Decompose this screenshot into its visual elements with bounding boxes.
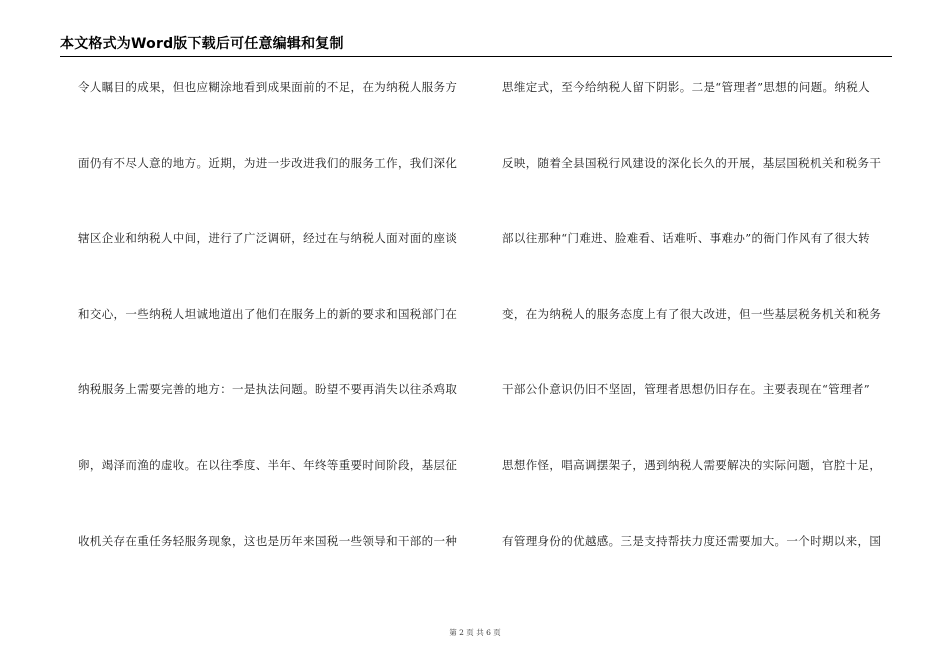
text-line: 变，在为纳税人的服务态度上有了很大改进，但一些基层税务机关和税务 — [502, 306, 882, 321]
text-line: 干部公仆意识仍旧不坚固，管理者思想仍旧存在。主要表现在“管理者” — [502, 382, 870, 397]
text-line: 反映，随着全县国税行风建设的深化长久的开展，基层国税机关和税务干 — [502, 155, 882, 170]
header-divider — [60, 56, 892, 57]
text-line: 面仍有不尽人意的地方。近期，为进一步改进我们的服务工作，我们深化 — [78, 155, 458, 170]
text-line: 纳税服务上需要完善的地方：一是执法问题。盼望不要再消失以往杀鸡取 — [78, 382, 458, 397]
text-line: 令人瞩目的成果，但也应糊涂地看到成果面前的不足，在为纳税人服务方 — [78, 80, 458, 94]
text-line: 辖区企业和纳税人中间，进行了广泛调研，经过在与纳税人面对面的座谈 — [78, 231, 458, 246]
page-number-footer: 第 2 页 共 6 页 — [449, 628, 501, 637]
text-line: 卵，竭泽而渔的虚收。在以往季度、半年、年终等重要时间阶段，基层征 — [78, 457, 458, 472]
text-line: 有管理身份的优越感。三是支持帮扶力度还需要加大。一个时期以来，国 — [502, 533, 882, 548]
text-line: 和交心，一些纳税人坦诚地道出了他们在服务上的新的要求和国税部门在 — [78, 306, 458, 321]
text-line: 部以往那种“门难进、脸难看、话难听、事难办”的衙门作风有了很大转 — [502, 231, 870, 246]
document-header-title: 本文格式为Word版下载后可任意编辑和复制 — [60, 36, 344, 52]
text-line: 收机关存在重任务轻服务现象，这也是历年来国税一些领导和干部的一种 — [78, 533, 458, 548]
text-line: 思想作怪，唱高调摆架子，遇到纳税人需要解决的实际问题，官腔十足， — [502, 457, 882, 472]
left-text-column — [78, 80, 458, 609]
text-line: 思维定式，至今给纳税人留下阴影。二是“管理者”思想的问题。纳税人 — [502, 80, 870, 94]
right-text-column — [502, 80, 882, 609]
